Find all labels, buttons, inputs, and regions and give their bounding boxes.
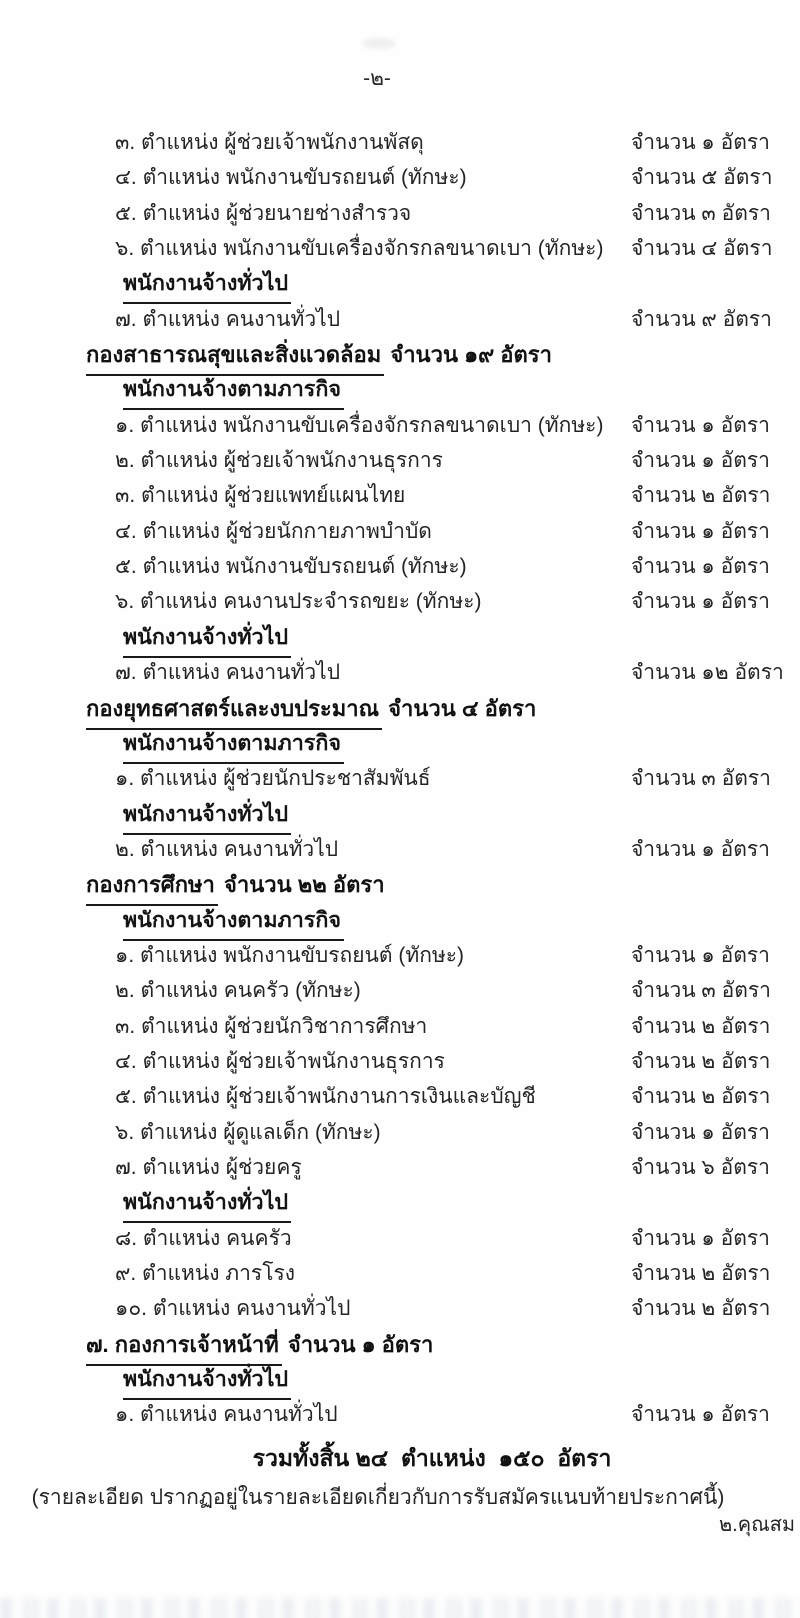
- employee-category-title: พนักงานจ้างตามภารกิจ: [123, 726, 344, 764]
- employee-category-heading-row: [0, 903, 800, 938]
- section-count: จำนวน ๑๙ อัตรา: [384, 342, 552, 368]
- position-count: จำนวน ๓ อัตรา: [631, 767, 771, 791]
- position-count: จำนวน ๒ อัตรา: [631, 1262, 771, 1285]
- position-title: ๖. ตำแหน่ง คนงานประจำรถขยะ (ทักษะ): [115, 590, 482, 614]
- section-count: จำนวน ๔ อัตรา: [382, 695, 537, 721]
- detail-note-line: (รายละเอียด ปรากฏอยู่ในรายละเอียดเกี่ยวกับการรับสมัครแนบท้ายประกาศนี้): [31, 1486, 725, 1509]
- position-title: ๔. ตำแหน่ง ผู้ช่วยนักกายภาพบำบัด: [115, 519, 432, 543]
- position-count: จำนวน ๑ อัตรา: [631, 1226, 770, 1250]
- position-count: จำนวน ๑ อัตรา: [631, 1120, 770, 1144]
- position-title: ๗. ตำแหน่ง คนงานทั่วไป: [115, 307, 341, 331]
- position-count: จำนวน ๙ อัตรา: [631, 307, 772, 331]
- employee-category-heading-row: [0, 1185, 800, 1220]
- position-title: ๘. ตำแหน่ง คนครัว: [115, 1226, 292, 1250]
- position-title: ๓. ตำแหน่ง ผู้ช่วยแพทย์แผนไทย: [115, 484, 406, 508]
- employee-category-title: พนักงานจ้างตามภารกิจ: [123, 903, 344, 941]
- section-title: กองการศึกษา: [86, 867, 218, 906]
- position-row: [0, 1397, 800, 1432]
- position-count: จำนวน ๑ อัตรา: [631, 590, 770, 614]
- position-count: จำนวน ๓ อัตรา: [631, 979, 771, 1003]
- section-heading-row: [0, 337, 800, 372]
- employee-category-title: พนักงานจ้างทั่วไป: [123, 1362, 291, 1400]
- position-row: [0, 1256, 800, 1291]
- position-row: [0, 443, 800, 478]
- position-title: ๑๐. ตำแหน่ง คนงานทั่วไป: [115, 1297, 351, 1321]
- position-row: [0, 761, 800, 796]
- scan-blur-band-artifact: [0, 1598, 800, 1618]
- position-row: [0, 478, 800, 513]
- scan-smudge-artifact: [362, 38, 396, 49]
- position-title: ๑. ตำแหน่ง ผู้ช่วยนักประชาสัมพันธ์: [115, 767, 431, 791]
- section-heading-row: [0, 691, 800, 726]
- position-row: [0, 584, 800, 619]
- position-title: ๓. ตำแหน่ง ผู้ช่วยนักวิชาการศึกษา: [115, 1014, 428, 1038]
- position-row: [0, 1150, 800, 1185]
- position-title: ๒. ตำแหน่ง คนครัว (ทักษะ): [115, 979, 361, 1003]
- position-count: จำนวน ๑ อัตรา: [631, 555, 770, 579]
- position-count: จำนวน ๒ อัตรา: [631, 484, 771, 508]
- position-count: จำนวน ๔ อัตรา: [631, 237, 773, 261]
- position-count: จำนวน ๒ อัตรา: [631, 1049, 771, 1073]
- position-title: ๕. ตำแหน่ง พนักงานขับรถยนต์ (ทักษะ): [115, 555, 467, 579]
- employee-category-title: พนักงานจ้างทั่วไป: [123, 620, 291, 658]
- position-title: ๕. ตำแหน่ง ผู้ช่วยเจ้าพนักงานการเงินและบัญชี: [115, 1085, 536, 1109]
- position-row: [0, 655, 800, 690]
- position-row: [0, 1009, 800, 1044]
- position-title: ๑. ตำแหน่ง พนักงานขับรถยนต์ (ทักษะ): [115, 943, 465, 967]
- position-title: ๗. ตำแหน่ง คนงานทั่วไป: [115, 661, 341, 685]
- position-row: [0, 302, 800, 337]
- section-count: จำนวน ๑ อัตรา: [281, 1331, 434, 1357]
- employee-category-title: พนักงานจ้างทั่วไป: [123, 1185, 291, 1223]
- employee-category-heading-row: [0, 266, 800, 301]
- employee-category-title: พนักงานจ้างตามภารกิจ: [123, 372, 344, 410]
- position-count: จำนวน ๑ อัตรา: [631, 1403, 770, 1427]
- position-row: [0, 549, 800, 584]
- position-count: จำนวน ๕ อัตรา: [631, 166, 773, 190]
- position-row: [0, 973, 800, 1008]
- position-count: จำนวน ๑ อัตรา: [631, 131, 770, 154]
- position-count: จำนวน ๓ อัตรา: [631, 201, 771, 225]
- total-summary-line: รวมทั้งสิ้น ๒๔ ตำแหน่ง ๑๕๐ อัตรา: [252, 1445, 612, 1471]
- position-row: [0, 125, 800, 160]
- position-count: จำนวน ๒ อัตรา: [631, 1014, 771, 1038]
- position-count: จำนวน ๑ อัตรา: [631, 837, 770, 861]
- position-row: [0, 1044, 800, 1079]
- position-count: จำนวน ๑ อัตรา: [631, 519, 770, 543]
- position-row: [0, 196, 800, 231]
- position-row: [0, 160, 800, 195]
- position-count: จำนวน ๖ อัตรา: [631, 1155, 770, 1179]
- position-row: [0, 408, 800, 443]
- position-title: ๓. ตำแหน่ง ผู้ช่วยเจ้าพนักงานพัสดุ: [115, 131, 424, 154]
- position-count: จำนวน ๒ อัตรา: [631, 1297, 771, 1321]
- employee-category-title: พนักงานจ้างทั่วไป: [123, 266, 291, 304]
- employee-category-title: พนักงานจ้างทั่วไป: [123, 797, 291, 835]
- position-title: ๕. ตำแหน่ง ผู้ช่วยนายช่างสำรวจ: [115, 201, 412, 225]
- right-edge-cutoff-text: ๒.คุณสม: [719, 1514, 796, 1536]
- position-row: [0, 1115, 800, 1150]
- position-title: ๙. ตำแหน่ง ภารโรง: [115, 1262, 296, 1285]
- document-rows: [0, 125, 800, 1433]
- section-title: กองสาธารณสุขและสิ่งแวดล้อม: [86, 337, 384, 376]
- position-row: [0, 938, 800, 973]
- position-title: ๔. ตำแหน่ง ผู้ช่วยเจ้าพนักงานธุรการ: [115, 1049, 445, 1073]
- employee-category-heading-row: [0, 1362, 800, 1397]
- position-title: ๔. ตำแหน่ง พนักงานขับรถยนต์ (ทักษะ): [115, 166, 467, 190]
- position-count: จำนวน ๑๒ อัตรา: [631, 661, 784, 685]
- position-row: [0, 1221, 800, 1256]
- position-title: ๑. ตำแหน่ง คนงานทั่วไป: [115, 1403, 338, 1427]
- position-count: จำนวน ๑ อัตรา: [631, 943, 770, 967]
- section-count: จำนวน ๒๒ อัตรา: [217, 872, 385, 898]
- section-heading-row: [0, 867, 800, 902]
- position-row: [0, 514, 800, 549]
- position-row: [0, 1291, 800, 1326]
- position-row: [0, 1079, 800, 1114]
- section-heading-row: [0, 1327, 800, 1362]
- position-title: ๒. ตำแหน่ง ผู้ช่วยเจ้าพนักงานธุรการ: [115, 449, 443, 473]
- position-count: จำนวน ๒ อัตรา: [631, 1085, 771, 1109]
- position-title: ๖. ตำแหน่ง พนักงานขับเครื่องจักรกลขนาดเบา (ทักษะ): [115, 237, 604, 261]
- section-title: ๗. กองการเจ้าหน้าที่: [86, 1327, 282, 1366]
- employee-category-heading-row: [0, 726, 800, 761]
- employee-category-heading-row: [0, 797, 800, 832]
- position-title: ๑. ตำแหน่ง พนักงานขับเครื่องจักรกลขนาดเบา (ทักษะ): [115, 413, 604, 437]
- position-title: ๖. ตำแหน่ง ผู้ดูแลเด็ก (ทักษะ): [115, 1120, 381, 1144]
- employee-category-heading-row: [0, 372, 800, 407]
- position-title: ๗. ตำแหน่ง ผู้ช่วยครู: [115, 1155, 302, 1179]
- page-number: -๒-: [363, 67, 391, 90]
- position-count: จำนวน ๑ อัตรา: [631, 413, 770, 437]
- position-row: [0, 832, 800, 867]
- position-title: ๒. ตำแหน่ง คนงานทั่วไป: [115, 837, 339, 861]
- section-title: กองยุทธศาสตร์และงบประมาณ: [86, 691, 382, 730]
- employee-category-heading-row: [0, 620, 800, 655]
- position-count: จำนวน ๑ อัตรา: [631, 449, 770, 473]
- position-row: [0, 231, 800, 266]
